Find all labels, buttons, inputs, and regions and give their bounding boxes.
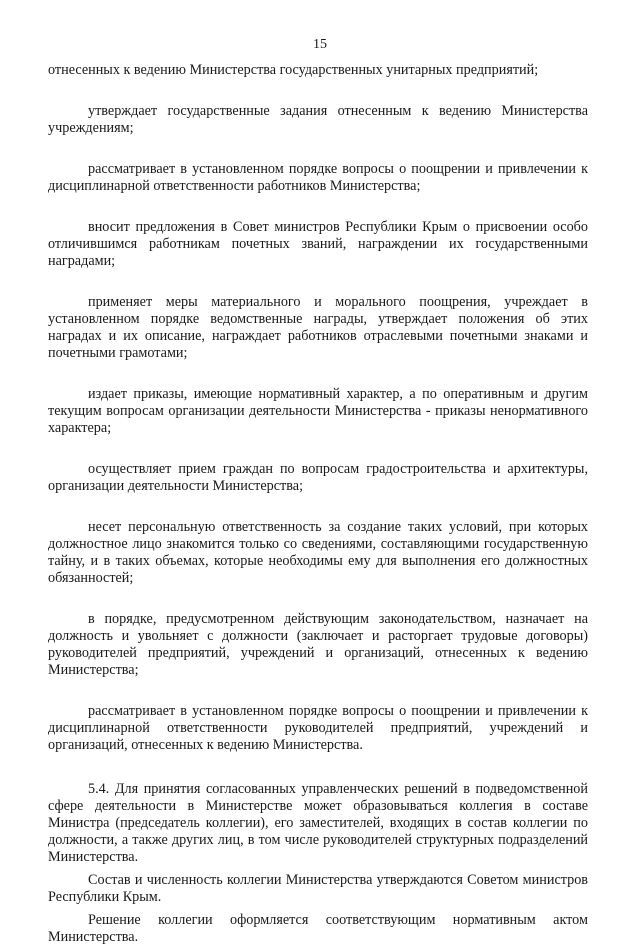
paragraph-10: рассматривает в установленном порядке вопросы о поощрении и привлечении к дисциплинарной ответственности руководителей предприятий, учреждений и организаций, отнесенных к ведению Министерства. [48, 703, 588, 753]
paragraph-9: в порядке, предусмотренном действующим законодательством, назначает на должность и увольняет с должности (заключает и расторгает трудовые договоры) руководителей предприятий, учреждений и организаций, отнесенных к ведению Министерства; [48, 611, 588, 678]
paragraph-5: применяет меры материального и морального поощрения, учреждает в установленном порядке ведомственные награды, утверждает положения об этих наградах и их описание, награждает работников отраслевыми почетными знаками и почетными грамотами; [48, 294, 588, 361]
paragraph-3: рассматривает в установленном порядке вопросы о поощрении и привлечении к дисциплинарной ответственности работников Министерства; [48, 161, 588, 194]
paragraph-6: издает приказы, имеющие нормативный характер, а по оперативным и другим текущим вопросам организации деятельности Министерства - приказы ненормативного характера; [48, 386, 588, 436]
document-body [48, 62, 588, 946]
paragraph-4: вносит предложения в Совет министров Республики Крым о присвоении особо отличившимся работникам почетных званий, награждении их государственными наградами; [48, 219, 588, 269]
paragraph-13: Решение коллегии оформляется соответствующим нормативным актом Министерства. [48, 912, 588, 945]
paragraph-7: осуществляет прием граждан по вопросам градостроительства и архитектуры, организации деятельности Министерства; [48, 461, 588, 494]
paragraph-12: Состав и численность коллегии Министерства утверждаются Советом министров Республики Крым. [48, 872, 588, 905]
page-number: 15 [313, 37, 327, 52]
paragraph-1: отнесенных к ведению Министерства государственных унитарных предприятий; [48, 62, 539, 78]
paragraph-8: несет персональную ответственность за создание таких условий, при которых должностное лицо знакомится только со сведениями, составляющими государственную тайну, и в таких объемах, которые необходимы ему для выполнения его должностных обязанностей; [48, 519, 588, 586]
paragraph-2: утверждает государственные задания отнесенным к ведению Министерства учреждениям; [48, 103, 588, 136]
section-5-4-paragraph: 5.4. Для принятия согласованных управленческих решений в подведомственной сфере деятельности в Министерстве может образовываться коллегия в составе Министра (председатель коллегии), его заместителей, входящих в состав коллегии по должности, а также других лиц, в том числе руководителей структурных подразделений Министерства. [48, 781, 588, 865]
